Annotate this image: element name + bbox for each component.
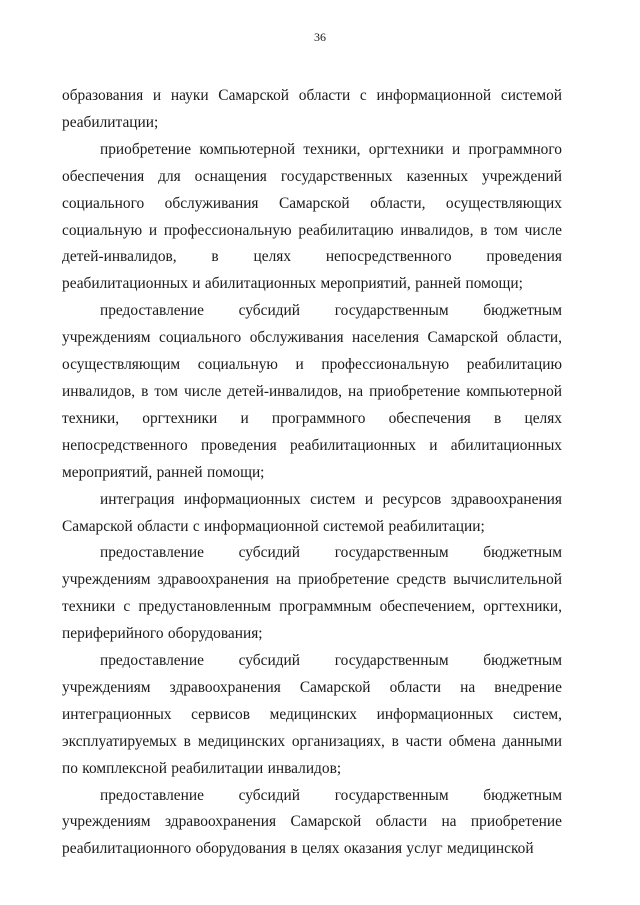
paragraph: предоставление субсидий государственным бюджетным учреждениям здравоохранения Самарской области на приобретение реабилитационного оборудования в целях оказания услуг медицинской (62, 786, 562, 858)
paragraph: приобретение компьютерной техники, оргтехники и программного обеспечения для оснащения государственных казенных учреждений социального обслуживания Самарской области, осуществляющих социальную и профессиональную реабилитацию инвалидов, в том числе детей-инвалидов, в целях непосредственного проведения реабилитационных и абилитационных мероприятий, ранней помощи; (62, 140, 562, 293)
document-body (62, 83, 562, 863)
page-number: 36 (314, 30, 326, 44)
paragraph: образования и науки Самарской области с информационной системой реабилитации; (62, 87, 562, 131)
paragraph: предоставление субсидий государственным бюджетным учреждениям здравоохранения Самарской области на внедрение интеграционных сервисов медицинских информационных систем, эксплуатируемых в медицинских организациях, в части обмена данными по комплексной реабилитации инвалидов; (62, 652, 562, 777)
paragraph: предоставление субсидий государственным бюджетным учреждениям социального обслуживания населения Самарской области, осуществляющим социальную и профессиональную реабилитацию инвалидов, в том числе детей-инвалидов, на приобретение компьютерной техники, оргтехники и программного обеспечения в целях непосредственного проведения реабилитационных и абилитационных мероприятий, ранней помощи; (62, 302, 562, 481)
paragraph: интеграция информационных систем и ресурсов здравоохранения Самарской области с информационной системой реабилитации; (62, 490, 562, 535)
paragraph: предоставление субсидий государственным бюджетным учреждениям здравоохранения на приобретение средств вычислительной техники с предустановленным программным обеспечением, оргтехники, периферийного оборудования; (62, 544, 562, 643)
